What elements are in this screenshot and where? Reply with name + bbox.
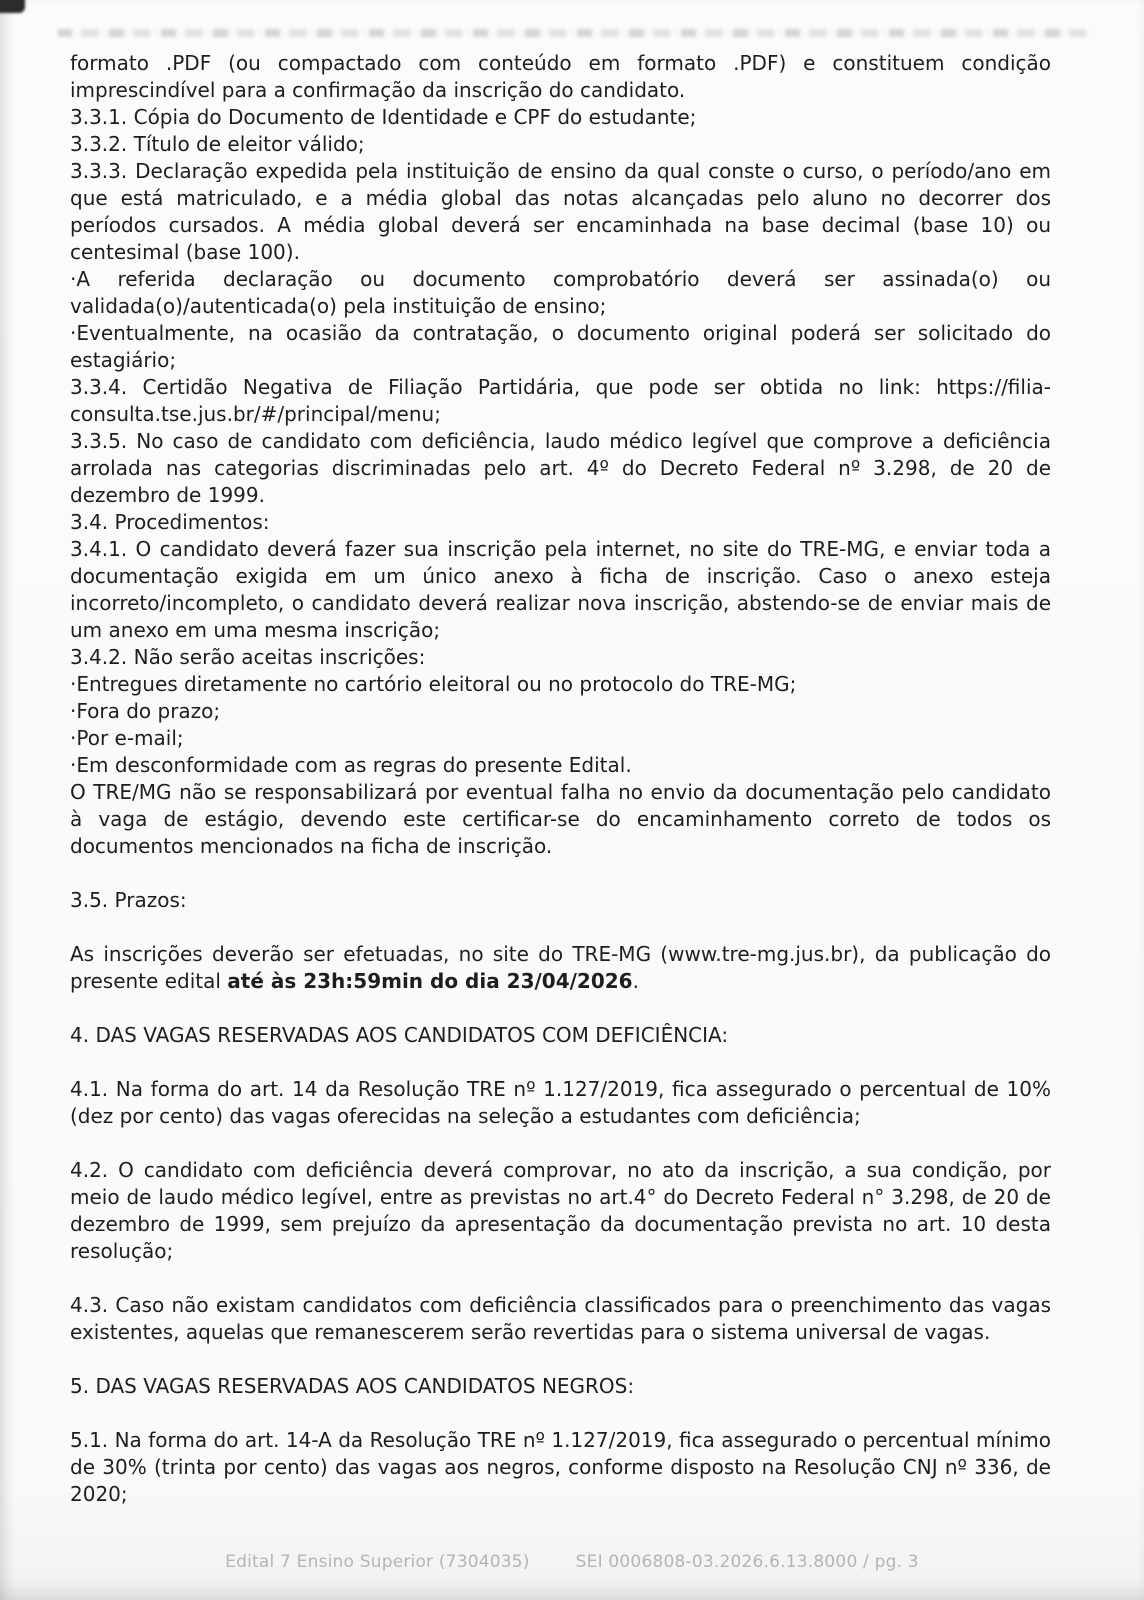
bullet-desconformidade: ·Em desconformidade com as regras do presente Edital. <box>70 753 632 777</box>
item-3-3-5: 3.3.5. No caso de candidato com deficiência, laudo médico legível que comprove a deficiência arrolada nas categorias discriminadas pelo art. 4º do Decreto Federal nº 3.298, de 20 de dezembro de 1999. <box>70 429 1051 507</box>
item-3-4-1: 3.4.1. O candidato deverá fazer sua inscrição pela internet, no site do TRE-MG, e enviar toda a documentação exigida em um único anexo à ficha de inscrição. Caso o anexo esteja incorreto/incompleto, o candidato deverá realizar nova inscrição, abstendo-se de enviar mais de um anexo em uma mesma inscrição; <box>70 537 1051 642</box>
footer-document-label: Edital 7 Ensino Superior (7304035) <box>225 1552 530 1572</box>
item-3-3-3: 3.3.3. Declaração expedida pela instituição de ensino da qual conste o curso, o período/ano em que está matriculado, e a média global das notas alcançadas pelo aluno no decorrer dos períodos cursados. A média global deverá ser encaminhada na base decimal (base 10) ou centesimal (base 100). <box>70 159 1051 264</box>
heading-4-vagas-deficiencia: 4. DAS VAGAS RESERVADAS AOS CANDIDATOS COM DEFICIÊNCIA: <box>70 1023 729 1047</box>
document-body <box>70 50 1051 1508</box>
item-3-3-2: 3.3.2. Título de eleitor válido; <box>70 132 365 156</box>
paragraph-tre-mg-responsabilidade: O TRE/MG não se responsabilizará por eventual falha no envio da documentação pelo candidato à vaga de estágio, devendo este certificar-se do encaminhamento correto de todos os documentos mencionados na ficha de inscrição. <box>70 780 1051 858</box>
paragraph-formato-pdf: formato .PDF (ou compactado com conteúdo em formato .PDF) e constituem condição imprescindível para a confirmação da inscrição do candidato. <box>70 51 1051 102</box>
item-3-3-4: 3.3.4. Certidão Negativa de Filiação Partidária, que pode ser obtida no link: https://filia-consulta.tse.jus.br/#/principal/menu; <box>70 375 1051 426</box>
bullet-declaracao-assinada: ·A referida declaração ou documento comprobatório deverá ser assinada(o) ou validada(o)/autenticada(o) pela instituição de ensino; <box>70 267 1051 318</box>
item-5-1: 5.1. Na forma do art. 14-A da Resolução TRE nº 1.127/2019, fica assegurado o percentual mínimo de 30% (trinta por cento) das vagas aos negros, conforme disposto na Resolução CNJ nº 336, de 2020; <box>70 1428 1051 1506</box>
item-3-4-2: 3.4.2. Não serão aceitas inscrições: <box>70 645 426 669</box>
item-3-3-1: 3.3.1. Cópia do Documento de Identidade e CPF do estudante; <box>70 105 697 129</box>
scan-artifact-corner-mark <box>0 0 25 13</box>
section-3-5-prazos: 3.5. Prazos: <box>70 888 187 912</box>
deadline-date: até às 23h:59min do dia 23/04/2026 <box>227 969 633 993</box>
paragraph-prazo-inscricoes <box>70 941 1051 995</box>
bullet-entregues: ·Entregues diretamente no cartório eleitoral ou no protocolo do TRE-MG; <box>70 672 797 696</box>
bullet-fora-do-prazo: ·Fora do prazo; <box>70 699 221 723</box>
section-3-4-procedimentos: 3.4. Procedimentos: <box>70 510 270 534</box>
footer-sei-label: SEI 0006808-03.2026.6.13.8000 / pg. 3 <box>575 1552 919 1572</box>
bullet-eventualmente: ·Eventualmente, na ocasião da contratação, o documento original poderá ser solicitado do estagiário; <box>70 321 1051 372</box>
deadline-text: As inscrições deverão ser efetuadas, no site do TRE-MG (www.tre-mg.jus.br), da publicação do presente edital <box>70 942 1051 993</box>
scan-artifact-cropped-line <box>57 29 1097 37</box>
bullet-por-email: ·Por e-mail; <box>70 726 184 750</box>
item-4-3: 4.3. Caso não existam candidatos com deficiência classificados para o preenchimento das vagas existentes, aquelas que remanescerem serão revertidas para o sistema universal de vagas. <box>70 1293 1051 1344</box>
heading-5-vagas-negros: 5. DAS VAGAS RESERVADAS AOS CANDIDATOS NEGROS: <box>70 1374 635 1398</box>
item-4-2: 4.2. O candidato com deficiência deverá comprovar, no ato da inscrição, a sua condição, por meio de laudo médico legível, entre as previstas no art.4° do Decreto Federal n° 3.298, de 20 de dezembro de 1999, sem prejuízo da apresentação da documentação prevista no art. 10 desta resolução; <box>70 1158 1051 1263</box>
deadline-suffix: . <box>632 969 639 993</box>
page-footer <box>0 1551 1144 1573</box>
item-4-1: 4.1. Na forma do art. 14 da Resolução TRE nº 1.127/2019, fica assegurado o percentual de 10% (dez por cento) das vagas oferecidas na seleção a estudantes com deficiência; <box>70 1077 1051 1128</box>
